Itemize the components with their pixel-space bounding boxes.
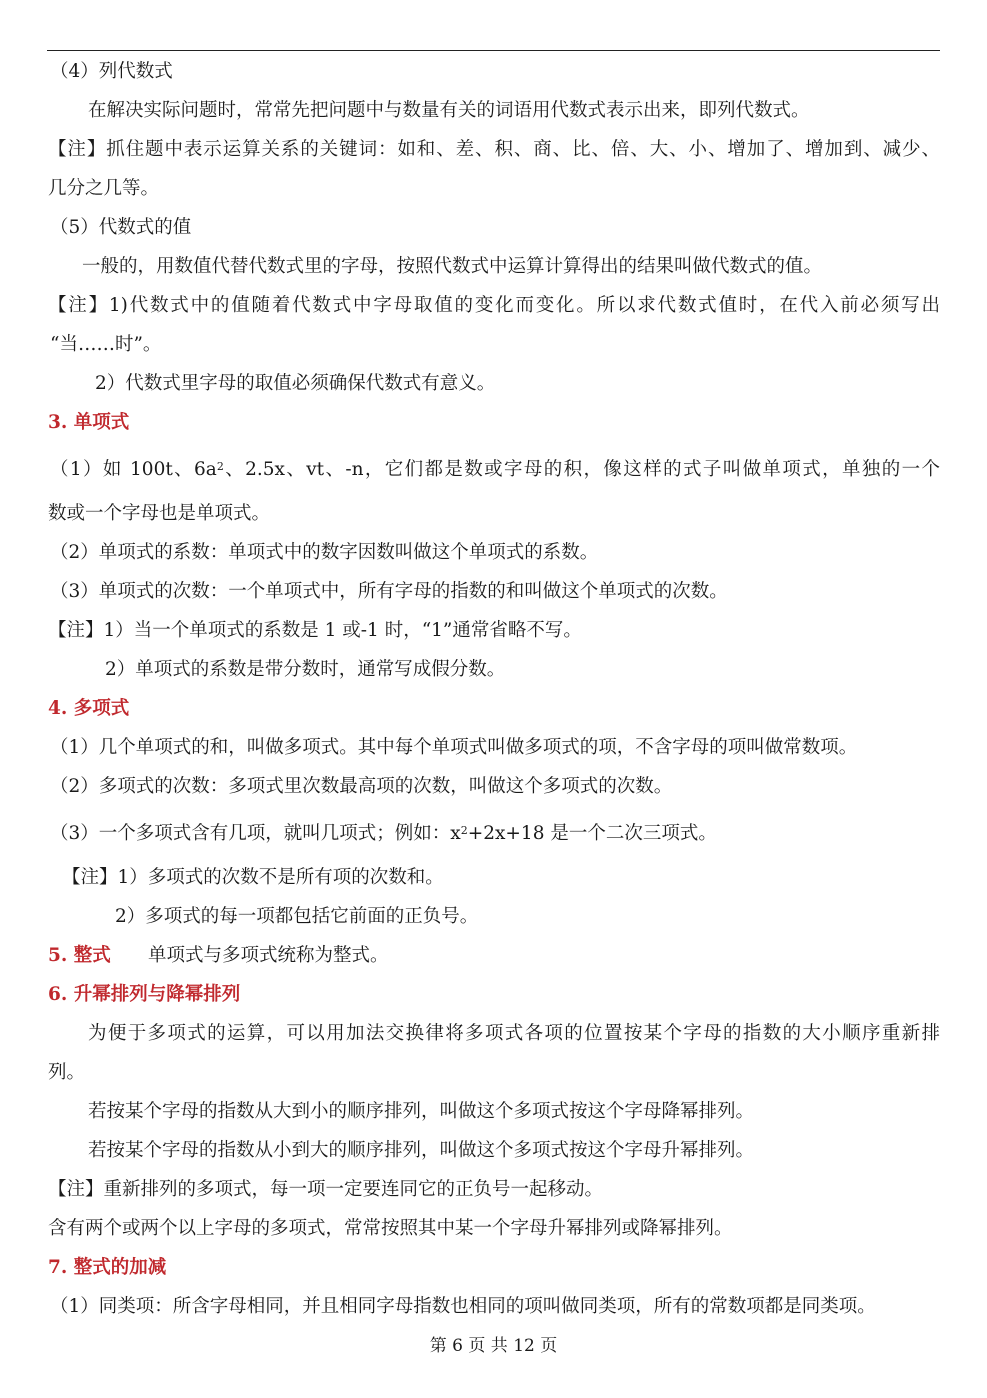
- paragraph: 若按某个字母的指数从大到小的顺序排列，叫做这个多项式按这个字母降幂排列。: [88, 1101, 755, 1122]
- section-heading: 7. 整式的加减: [48, 1257, 167, 1278]
- note: 【注】1）当一个单项式的系数是 1 或-1 时，“1”通常省略不写。: [48, 620, 582, 641]
- section-heading: 6. 升幂排列与降幂排列: [48, 984, 241, 1005]
- paragraph: （2）多项式的次数：多项式里次数最高项的次数，叫做这个多项式的次数。: [50, 776, 673, 797]
- paragraph: 若按某个字母的指数从小到大的顺序排列，叫做这个多项式按这个字母升幂排列。: [88, 1140, 755, 1161]
- note: 【注】重新排列的多项式，每一项一定要连同它的正负号一起移动。: [48, 1179, 604, 1200]
- paragraph: （1）同类项：所含字母相同，并且相同字母指数也相同的项叫做同类项，所有的常数项都是同类项。: [50, 1296, 876, 1317]
- note-cont: “当……时”。: [50, 334, 162, 355]
- paragraph: [50, 822, 717, 846]
- text: （3）一个多项式含有几项，就叫几项式；例如：x: [50, 823, 461, 844]
- subsection-title: （5）代数式的值: [50, 217, 192, 238]
- text: +2x+18 是一个二次三项式。: [467, 823, 717, 844]
- paragraph: [50, 458, 940, 482]
- paragraph: 单项式与多项式统称为整式。: [148, 945, 389, 966]
- superscript: 2: [460, 824, 468, 837]
- paragraph: 为便于多项式的运算，可以用加法交换律将多项式各项的位置按某个字母的指数的大小顺序重新排: [88, 1023, 940, 1044]
- note: 2）多项式的每一项都包括它前面的正负号。: [115, 906, 479, 927]
- note: 【注】1）多项式的次数不是所有项的次数和。: [62, 867, 444, 888]
- section-heading: 4. 多项式: [48, 698, 130, 719]
- note: 【注】1)代数式中的值随着代数式中字母取值的变化而变化。所以求代数式值时，在代入前必须写出: [48, 295, 940, 316]
- subsection-title: （4）列代数式: [50, 61, 173, 82]
- paragraph: （3）单项式的次数：一个单项式中，所有字母的指数的和叫做这个单项式的次数。: [50, 581, 728, 602]
- section-heading: 3. 单项式: [48, 412, 130, 433]
- paragraph: （1）几个单项式的和，叫做多项式。其中每个单项式叫做多项式的项，不含字母的项叫做常数项。: [50, 737, 858, 758]
- paragraph: 在解决实际问题时，常常先把问题中与数量有关的词语用代数式表示出来，即列代数式。: [88, 100, 810, 121]
- text: 、2.5x、vt、-n，它们都是数或字母的积，像这样的式子叫做单项式，单独的一个: [223, 459, 940, 480]
- header-rule: [47, 50, 940, 51]
- section-heading: 5. 整式: [48, 945, 111, 966]
- note-cont: 几分之几等。: [48, 178, 160, 199]
- page-footer: 第 6 页 共 12 页: [429, 1336, 558, 1356]
- note: 2）单项式的系数是带分数时，通常写成假分数。: [105, 659, 506, 680]
- paragraph-cont: 数或一个字母也是单项式。: [48, 503, 271, 524]
- superscript: 2: [216, 460, 224, 473]
- paragraph: 含有两个或两个以上字母的多项式，常常按照其中某一个字母升幂排列或降幂排列。: [48, 1218, 733, 1239]
- note: 2）代数式里字母的取值必须确保代数式有意义。: [95, 373, 496, 394]
- note: 【注】抓住题中表示运算关系的关键词：如和、差、积、商、比、倍、大、小、增加了、增加到、减少、: [48, 139, 940, 160]
- text: （1）如 100t、6a: [50, 459, 217, 480]
- paragraph-cont: 列。: [48, 1062, 86, 1083]
- paragraph: 一般的，用数值代替代数式里的字母，按照代数式中运算计算得出的结果叫做代数式的值。: [82, 256, 823, 277]
- paragraph: （2）单项式的系数：单项式中的数字因数叫做这个单项式的系数。: [50, 542, 599, 563]
